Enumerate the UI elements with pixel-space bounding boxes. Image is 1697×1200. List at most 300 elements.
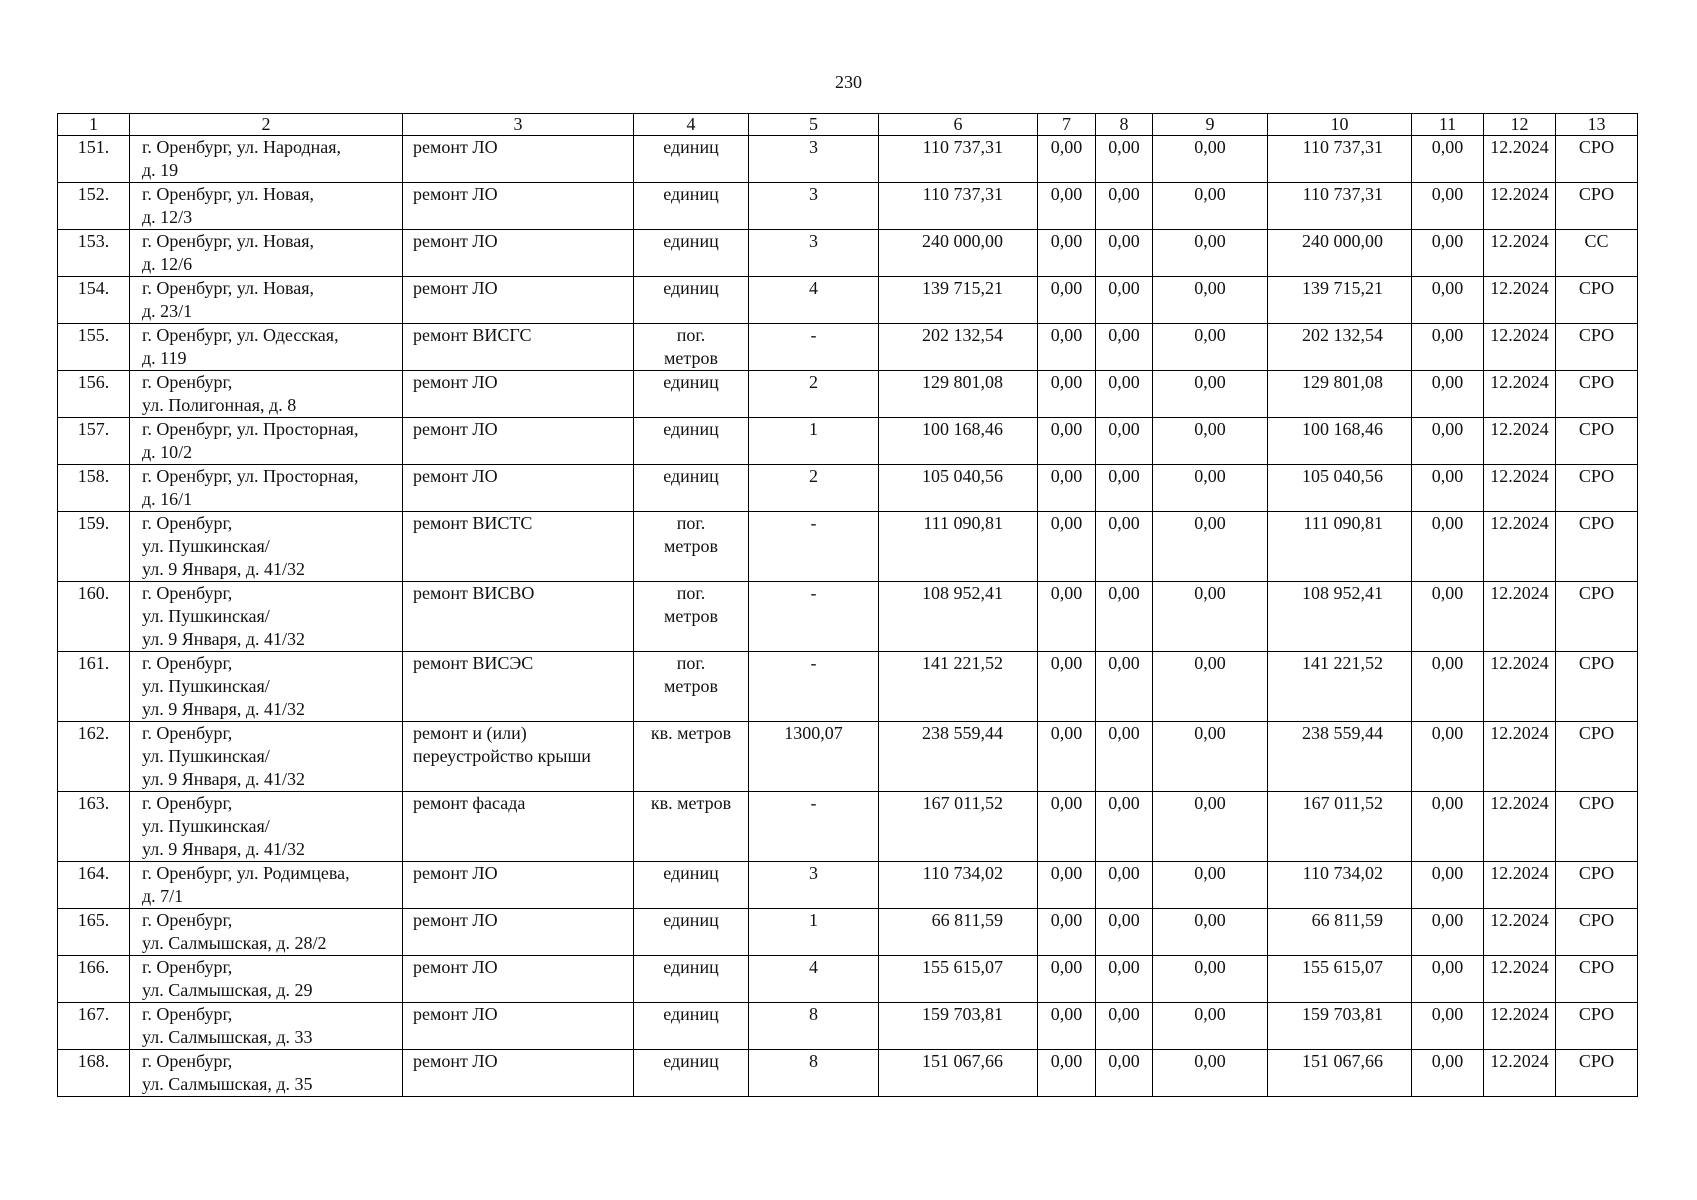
address-cell-line: г. Оренбург, ул. Родимцева, — [142, 863, 350, 883]
row-number-cell: 168. — [58, 1050, 130, 1097]
quantity-cell: 3 — [749, 136, 879, 183]
table-row — [58, 418, 1638, 465]
completion-date-cell: 12.2024 — [1484, 1050, 1556, 1097]
row-number-cell: 157. — [58, 418, 130, 465]
work-type-cell — [403, 371, 634, 418]
total-cost-cell: 105 040,56 — [879, 465, 1038, 512]
row-number-cell: 153. — [58, 230, 130, 277]
address-cell-line: ул. Салмышская, д. 28/2 — [142, 933, 327, 953]
work-type-cell-line: ремонт ЛО — [413, 1004, 498, 1024]
completion-date-cell: 12.2024 — [1484, 862, 1556, 909]
table-row — [58, 862, 1638, 909]
col7-cell: 0,00 — [1038, 136, 1096, 183]
row-number-cell: 161. — [58, 652, 130, 722]
col9-cell: 0,00 — [1153, 909, 1268, 956]
fund-type-cell: СРО — [1556, 465, 1638, 512]
address-cell-line: д. 23/1 — [142, 301, 193, 321]
address-cell — [130, 862, 403, 909]
unit-cell-line: кв. метров — [650, 723, 732, 743]
work-type-cell — [403, 324, 634, 371]
fund-type-cell: СРО — [1556, 324, 1638, 371]
completion-date-cell: 12.2024 — [1484, 418, 1556, 465]
quantity-cell: 3 — [749, 862, 879, 909]
address-cell — [130, 956, 403, 1003]
quantity-cell: 4 — [749, 956, 879, 1003]
quantity-cell: - — [749, 582, 879, 652]
address-cell-line: г. Оренбург, — [142, 1051, 233, 1071]
unit-cell — [634, 277, 749, 324]
col8-cell: 0,00 — [1096, 230, 1153, 277]
row-number-cell: 167. — [58, 1003, 130, 1050]
col7-cell: 0,00 — [1038, 277, 1096, 324]
row-number-cell: 165. — [58, 909, 130, 956]
col10-cell: 66 811,59 — [1268, 909, 1412, 956]
col7-cell: 0,00 — [1038, 652, 1096, 722]
address-cell-line: г. Оренбург, ул. Просторная, — [142, 419, 359, 439]
col9-cell: 0,00 — [1153, 277, 1268, 324]
col8-cell: 0,00 — [1096, 722, 1153, 792]
address-cell-line: д. 119 — [142, 348, 187, 368]
total-cost-cell: 111 090,81 — [879, 512, 1038, 582]
address-cell — [130, 418, 403, 465]
fund-type-cell: СС — [1556, 230, 1638, 277]
work-type-cell — [403, 956, 634, 1003]
work-type-cell-line: ремонт ЛО — [413, 419, 498, 439]
col10-cell: 167 011,52 — [1268, 792, 1412, 862]
column-header-5: 5 — [749, 114, 879, 136]
col10-cell: 110 737,31 — [1268, 183, 1412, 230]
col8-cell: 0,00 — [1096, 909, 1153, 956]
unit-cell — [634, 1003, 749, 1050]
table-header — [58, 114, 1638, 136]
unit-cell-line: метров — [664, 348, 718, 368]
col9-cell: 0,00 — [1153, 371, 1268, 418]
header-row — [58, 114, 1638, 136]
col11-cell: 0,00 — [1412, 512, 1484, 582]
address-cell-line: ул. 9 Января, д. 41/32 — [142, 629, 306, 649]
table-row — [58, 136, 1638, 183]
col7-cell: 0,00 — [1038, 582, 1096, 652]
address-cell — [130, 1050, 403, 1097]
quantity-cell: - — [749, 792, 879, 862]
address-cell-line: ул. Пушкинская/ — [142, 676, 270, 696]
work-type-cell-line: ремонт ЛО — [413, 278, 498, 298]
address-cell-line: ул. Пушкинская/ — [142, 536, 270, 556]
col10-cell: 240 000,00 — [1268, 230, 1412, 277]
col8-cell: 0,00 — [1096, 582, 1153, 652]
column-header-2: 2 — [130, 114, 403, 136]
total-cost-cell: 151 067,66 — [879, 1050, 1038, 1097]
row-number-cell: 163. — [58, 792, 130, 862]
col9-cell: 0,00 — [1153, 722, 1268, 792]
address-cell-line: г. Оренбург, ул. Новая, — [142, 278, 315, 298]
address-cell-line: ул. Пушкинская/ — [142, 816, 270, 836]
col7-cell: 0,00 — [1038, 465, 1096, 512]
address-cell-line: ул. 9 Января, д. 41/32 — [142, 559, 306, 579]
unit-cell — [634, 909, 749, 956]
completion-date-cell: 12.2024 — [1484, 792, 1556, 862]
address-cell-line: г. Оренбург, — [142, 513, 233, 533]
address-cell-line: г. Оренбург, — [142, 372, 233, 392]
row-number-cell: 164. — [58, 862, 130, 909]
unit-cell — [634, 230, 749, 277]
unit-cell — [634, 792, 749, 862]
address-cell — [130, 465, 403, 512]
address-cell-line: г. Оренбург, ул. Просторная, — [142, 466, 359, 486]
row-number-cell: 154. — [58, 277, 130, 324]
address-cell-line: д. 12/3 — [142, 207, 193, 227]
col7-cell: 0,00 — [1038, 792, 1096, 862]
col7-cell: 0,00 — [1038, 1050, 1096, 1097]
col11-cell: 0,00 — [1412, 792, 1484, 862]
address-cell — [130, 792, 403, 862]
total-cost-cell: 202 132,54 — [879, 324, 1038, 371]
address-cell-line: д. 16/1 — [142, 489, 193, 509]
completion-date-cell: 12.2024 — [1484, 956, 1556, 1003]
work-type-cell — [403, 722, 634, 792]
table-row — [58, 230, 1638, 277]
fund-type-cell: СРО — [1556, 418, 1638, 465]
address-cell — [130, 230, 403, 277]
work-type-cell — [403, 1003, 634, 1050]
table-row — [58, 1003, 1638, 1050]
unit-cell-line: единиц — [663, 1004, 719, 1024]
unit-cell — [634, 418, 749, 465]
unit-cell-line: единиц — [663, 910, 719, 930]
quantity-cell: 8 — [749, 1003, 879, 1050]
quantity-cell: 1 — [749, 418, 879, 465]
column-header-1: 1 — [58, 114, 130, 136]
quantity-cell: 8 — [749, 1050, 879, 1097]
column-header-3: 3 — [403, 114, 634, 136]
unit-cell-line: единиц — [663, 184, 719, 204]
work-type-cell — [403, 792, 634, 862]
unit-cell — [634, 371, 749, 418]
col8-cell: 0,00 — [1096, 1003, 1153, 1050]
row-number-cell: 156. — [58, 371, 130, 418]
work-type-cell — [403, 418, 634, 465]
quantity-cell: 1 — [749, 909, 879, 956]
work-type-cell — [403, 862, 634, 909]
unit-cell-line: пог. — [676, 653, 706, 673]
col11-cell: 0,00 — [1412, 136, 1484, 183]
work-type-cell-line: ремонт ЛО — [413, 1051, 498, 1071]
table-row — [58, 582, 1638, 652]
address-cell-line: г. Оренбург, ул. Одесская, — [142, 325, 339, 345]
unit-cell — [634, 512, 749, 582]
col10-cell: 129 801,08 — [1268, 371, 1412, 418]
col7-cell: 0,00 — [1038, 371, 1096, 418]
col7-cell: 0,00 — [1038, 909, 1096, 956]
address-cell-line: ул. 9 Января, д. 41/32 — [142, 769, 306, 789]
col11-cell: 0,00 — [1412, 183, 1484, 230]
total-cost-cell: 139 715,21 — [879, 277, 1038, 324]
address-cell-line: ул. Пушкинская/ — [142, 746, 270, 766]
col11-cell: 0,00 — [1412, 956, 1484, 1003]
address-cell-line: г. Оренбург, — [142, 910, 233, 930]
total-cost-cell: 110 737,31 — [879, 136, 1038, 183]
quantity-cell: 3 — [749, 183, 879, 230]
address-cell-line: д. 12/6 — [142, 254, 193, 274]
col10-cell: 141 221,52 — [1268, 652, 1412, 722]
col9-cell: 0,00 — [1153, 582, 1268, 652]
col11-cell: 0,00 — [1412, 230, 1484, 277]
col7-cell: 0,00 — [1038, 324, 1096, 371]
col9-cell: 0,00 — [1153, 324, 1268, 371]
col10-cell: 202 132,54 — [1268, 324, 1412, 371]
col7-cell: 0,00 — [1038, 862, 1096, 909]
address-cell-line: ул. Пушкинская/ — [142, 606, 270, 626]
col8-cell: 0,00 — [1096, 136, 1153, 183]
col9-cell: 0,00 — [1153, 512, 1268, 582]
row-number-cell: 158. — [58, 465, 130, 512]
col11-cell: 0,00 — [1412, 652, 1484, 722]
work-type-cell — [403, 230, 634, 277]
quantity-cell: 2 — [749, 465, 879, 512]
column-header-11: 11 — [1412, 114, 1484, 136]
col9-cell: 0,00 — [1153, 1003, 1268, 1050]
work-type-cell-line: ремонт ВИСТС — [413, 513, 533, 533]
col8-cell: 0,00 — [1096, 183, 1153, 230]
unit-cell-line: единиц — [663, 863, 719, 883]
col9-cell: 0,00 — [1153, 956, 1268, 1003]
work-type-cell-line: ремонт ЛО — [413, 184, 498, 204]
quantity-cell: - — [749, 324, 879, 371]
col9-cell: 0,00 — [1153, 465, 1268, 512]
quantity-cell: - — [749, 652, 879, 722]
table-body — [58, 136, 1638, 1097]
unit-cell-line: единиц — [663, 466, 719, 486]
col10-cell: 151 067,66 — [1268, 1050, 1412, 1097]
total-cost-cell: 66 811,59 — [879, 909, 1038, 956]
col9-cell: 0,00 — [1153, 136, 1268, 183]
row-number-cell: 159. — [58, 512, 130, 582]
unit-cell-line: единиц — [663, 278, 719, 298]
address-cell-line: д. 10/2 — [142, 442, 193, 462]
total-cost-cell: 159 703,81 — [879, 1003, 1038, 1050]
work-type-cell — [403, 582, 634, 652]
work-type-cell-line: ремонт ЛО — [413, 863, 498, 883]
unit-cell-line: пог. — [676, 513, 706, 533]
table-row — [58, 652, 1638, 722]
completion-date-cell: 12.2024 — [1484, 465, 1556, 512]
completion-date-cell: 12.2024 — [1484, 230, 1556, 277]
address-cell-line: г. Оренбург, — [142, 957, 233, 977]
col9-cell: 0,00 — [1153, 1050, 1268, 1097]
unit-cell — [634, 1050, 749, 1097]
col9-cell: 0,00 — [1153, 230, 1268, 277]
col11-cell: 0,00 — [1412, 1050, 1484, 1097]
completion-date-cell: 12.2024 — [1484, 722, 1556, 792]
completion-date-cell: 12.2024 — [1484, 512, 1556, 582]
work-type-cell-line: ремонт ЛО — [413, 910, 498, 930]
unit-cell-line: единиц — [663, 419, 719, 439]
total-cost-cell: 110 734,02 — [879, 862, 1038, 909]
table-row — [58, 324, 1638, 371]
work-type-cell-line: ремонт ВИСЭС — [413, 653, 534, 673]
completion-date-cell: 12.2024 — [1484, 324, 1556, 371]
address-cell — [130, 909, 403, 956]
fund-type-cell: СРО — [1556, 722, 1638, 792]
total-cost-cell: 238 559,44 — [879, 722, 1038, 792]
fund-type-cell: СРО — [1556, 1003, 1638, 1050]
unit-cell — [634, 722, 749, 792]
table-row — [58, 792, 1638, 862]
table-row — [58, 956, 1638, 1003]
work-type-cell-line: ремонт и (или) — [413, 723, 527, 743]
address-cell-line: г. Оренбург, — [142, 583, 233, 603]
address-cell-line: ул. Салмышская, д. 35 — [142, 1074, 313, 1094]
work-type-cell-line: ремонт ЛО — [413, 466, 498, 486]
table-row — [58, 909, 1638, 956]
unit-cell-line: метров — [664, 676, 718, 696]
fund-type-cell: СРО — [1556, 183, 1638, 230]
work-type-cell — [403, 909, 634, 956]
address-cell — [130, 277, 403, 324]
col11-cell: 0,00 — [1412, 862, 1484, 909]
col8-cell: 0,00 — [1096, 324, 1153, 371]
address-cell-line: ул. Полигонная, д. 8 — [142, 395, 297, 415]
address-cell-line: г. Оренбург, ул. Новая, — [142, 184, 315, 204]
repair-plan-table — [57, 113, 1638, 1097]
fund-type-cell: СРО — [1556, 956, 1638, 1003]
col11-cell: 0,00 — [1412, 1003, 1484, 1050]
work-type-cell-line: ремонт ЛО — [413, 957, 498, 977]
table-row — [58, 722, 1638, 792]
total-cost-cell: 167 011,52 — [879, 792, 1038, 862]
column-header-9: 9 — [1153, 114, 1268, 136]
completion-date-cell: 12.2024 — [1484, 136, 1556, 183]
col8-cell: 0,00 — [1096, 465, 1153, 512]
fund-type-cell: СРО — [1556, 909, 1638, 956]
unit-cell-line: метров — [664, 536, 718, 556]
page-number: 230 — [835, 72, 862, 92]
col7-cell: 0,00 — [1038, 722, 1096, 792]
address-cell-line: д. 7/1 — [142, 886, 184, 906]
col10-cell: 159 703,81 — [1268, 1003, 1412, 1050]
fund-type-cell: СРО — [1556, 582, 1638, 652]
col11-cell: 0,00 — [1412, 324, 1484, 371]
col7-cell: 0,00 — [1038, 418, 1096, 465]
work-type-cell-line: переустройство крыши — [413, 746, 591, 766]
address-cell-line: ул. 9 Января, д. 41/32 — [142, 839, 306, 859]
col8-cell: 0,00 — [1096, 956, 1153, 1003]
address-cell — [130, 582, 403, 652]
address-cell — [130, 136, 403, 183]
work-type-cell — [403, 277, 634, 324]
unit-cell-line: пог. — [676, 325, 706, 345]
fund-type-cell: СРО — [1556, 512, 1638, 582]
total-cost-cell: 108 952,41 — [879, 582, 1038, 652]
col8-cell: 0,00 — [1096, 1050, 1153, 1097]
total-cost-cell: 100 168,46 — [879, 418, 1038, 465]
quantity-cell: 4 — [749, 277, 879, 324]
col10-cell: 238 559,44 — [1268, 722, 1412, 792]
unit-cell-line: единиц — [663, 957, 719, 977]
col11-cell: 0,00 — [1412, 582, 1484, 652]
col7-cell: 0,00 — [1038, 183, 1096, 230]
col7-cell: 0,00 — [1038, 1003, 1096, 1050]
address-cell-line: ул. Салмышская, д. 33 — [142, 1027, 313, 1047]
col10-cell: 155 615,07 — [1268, 956, 1412, 1003]
unit-cell-line: метров — [664, 606, 718, 626]
col9-cell: 0,00 — [1153, 792, 1268, 862]
address-cell-line: г. Оренбург, ул. Новая, — [142, 231, 315, 251]
work-type-cell — [403, 136, 634, 183]
address-cell — [130, 652, 403, 722]
total-cost-cell: 240 000,00 — [879, 230, 1038, 277]
table-row — [58, 277, 1638, 324]
fund-type-cell: СРО — [1556, 277, 1638, 324]
completion-date-cell: 12.2024 — [1484, 582, 1556, 652]
address-cell-line: г. Оренбург, — [142, 793, 233, 813]
table-row — [58, 465, 1638, 512]
address-cell-line: ул. Салмышская, д. 29 — [142, 980, 313, 1000]
table-row — [58, 1050, 1638, 1097]
col11-cell: 0,00 — [1412, 418, 1484, 465]
work-type-cell — [403, 512, 634, 582]
column-header-4: 4 — [634, 114, 749, 136]
unit-cell-line: единиц — [663, 1051, 719, 1071]
col8-cell: 0,00 — [1096, 512, 1153, 582]
col11-cell: 0,00 — [1412, 722, 1484, 792]
column-header-13: 13 — [1556, 114, 1638, 136]
col10-cell: 110 737,31 — [1268, 136, 1412, 183]
table-row — [58, 183, 1638, 230]
unit-cell-line: пог. — [676, 583, 706, 603]
completion-date-cell: 12.2024 — [1484, 1003, 1556, 1050]
col9-cell: 0,00 — [1153, 418, 1268, 465]
col10-cell: 108 952,41 — [1268, 582, 1412, 652]
fund-type-cell: СРО — [1556, 136, 1638, 183]
address-cell-line: г. Оренбург, — [142, 653, 233, 673]
col10-cell: 105 040,56 — [1268, 465, 1412, 512]
column-header-8: 8 — [1096, 114, 1153, 136]
address-cell-line: д. 19 — [142, 160, 179, 180]
col11-cell: 0,00 — [1412, 465, 1484, 512]
fund-type-cell: СРО — [1556, 652, 1638, 722]
col11-cell: 0,00 — [1412, 277, 1484, 324]
unit-cell — [634, 136, 749, 183]
column-header-10: 10 — [1268, 114, 1412, 136]
table-row — [58, 512, 1638, 582]
col9-cell: 0,00 — [1153, 862, 1268, 909]
work-type-cell-line: ремонт ЛО — [413, 137, 498, 157]
completion-date-cell: 12.2024 — [1484, 371, 1556, 418]
unit-cell — [634, 956, 749, 1003]
fund-type-cell: СРО — [1556, 792, 1638, 862]
quantity-cell: - — [749, 512, 879, 582]
col11-cell: 0,00 — [1412, 371, 1484, 418]
row-number-cell: 151. — [58, 136, 130, 183]
fund-type-cell: СРО — [1556, 371, 1638, 418]
unit-cell — [634, 862, 749, 909]
unit-cell — [634, 652, 749, 722]
unit-cell-line: кв. метров — [650, 793, 732, 813]
work-type-cell-line: ремонт ВИСВО — [413, 583, 535, 603]
quantity-cell: 2 — [749, 371, 879, 418]
column-header-7: 7 — [1038, 114, 1096, 136]
col10-cell: 111 090,81 — [1268, 512, 1412, 582]
unit-cell — [634, 582, 749, 652]
address-cell-line: г. Оренбург, ул. Народная, — [142, 137, 342, 157]
col8-cell: 0,00 — [1096, 862, 1153, 909]
total-cost-cell: 141 221,52 — [879, 652, 1038, 722]
address-cell — [130, 722, 403, 792]
total-cost-cell: 155 615,07 — [879, 956, 1038, 1003]
unit-cell — [634, 183, 749, 230]
work-type-cell-line: ремонт ЛО — [413, 231, 498, 251]
